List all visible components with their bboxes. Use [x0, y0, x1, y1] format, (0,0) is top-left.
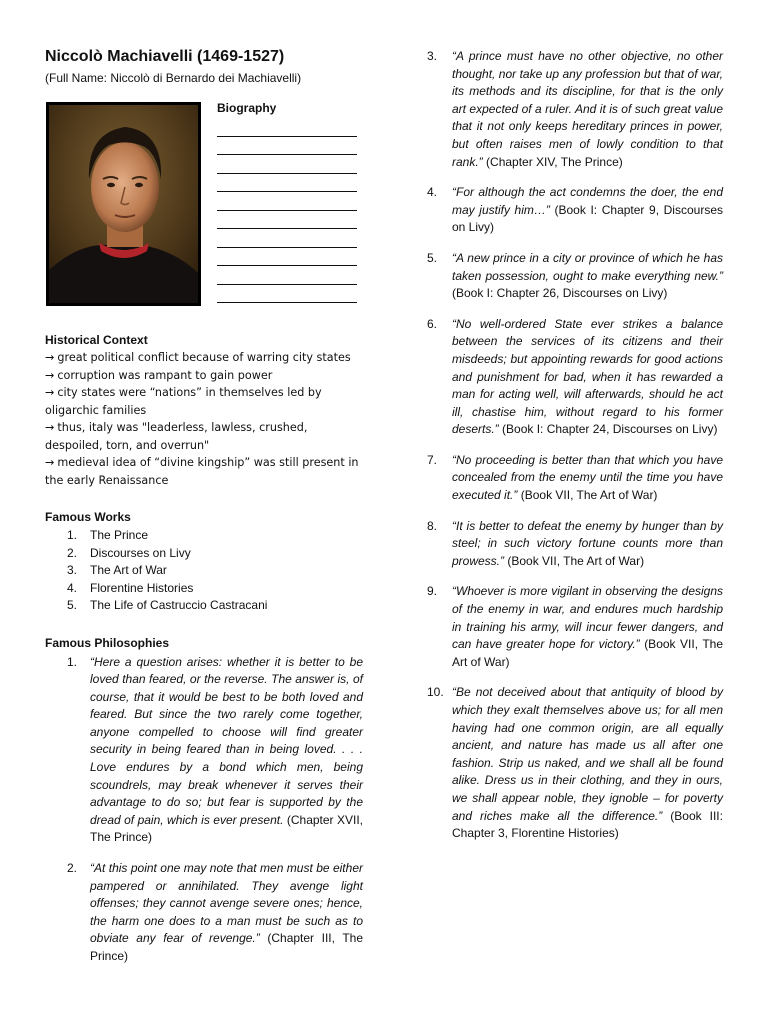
arrow-icon: →: [45, 351, 55, 364]
quote-text: “No proceeding is better than that which you have concealed from the enemy until the time you have executed it.”: [452, 452, 723, 503]
philosophies-list: [45, 654, 363, 966]
work-title: The Life of Castruccio Castracani: [90, 598, 268, 612]
historical-context-section: [45, 332, 363, 489]
left-column: [45, 46, 363, 979]
portrait-image: [46, 102, 201, 306]
biography-blank-line: [217, 118, 357, 137]
famous-works-heading: Famous Works: [45, 510, 131, 524]
quote-text: “A prince must have no other objective, no other thought, nor take up any profession but that of war, its methods and its discipline, for that is the only art expected of a ruler. And it is of such great value that it not only keeps hereditary princes in power, but often raises men of lowly condition to that rank.”: [452, 49, 723, 169]
work-title: Discourses on Livy: [90, 545, 191, 560]
quote-number: 9.: [427, 584, 438, 599]
quote-source: (Chapter XIV, The Prince): [486, 154, 623, 169]
biography-blank-line: [217, 285, 357, 304]
work-title: The Art of War: [90, 563, 167, 577]
biography-blank-line: [217, 174, 357, 193]
quote-item: [424, 518, 723, 571]
quote-source: (Book I: Chapter 26, Discourses on Livy): [452, 286, 668, 301]
quote-source: (Book I: Chapter 9, Discourses on Livy): [452, 202, 723, 235]
biography-blank-line: [217, 192, 357, 211]
list-number: 4.: [67, 580, 78, 595]
list-number: 5.: [67, 598, 78, 612]
quote-text: “A new prince in a city or province of which he has taken possession, ought to make everything new.”: [452, 250, 723, 283]
biography-blank-line: [217, 229, 357, 248]
context-point-text: corruption was rampant to gain power: [57, 368, 273, 382]
historical-context-heading: Historical Context: [45, 333, 148, 347]
context-point-text: great political conflict because of warring city states: [57, 351, 351, 364]
quote-source: (Book VII, The Art of War): [507, 553, 645, 568]
full-name-subtitle: (Full Name: Niccolò di Bernardo dei Machiavelli): [45, 71, 302, 85]
list-item: [45, 597, 363, 615]
famous-philosophies-heading: Famous Philosophies: [45, 635, 170, 650]
quote-number: 6.: [427, 316, 438, 331]
quote-text: “For although the act condemns the doer, the end may justify him…”: [452, 185, 723, 217]
quote-item: [424, 184, 723, 237]
biography-blank-line: [217, 137, 357, 156]
right-column: [424, 46, 723, 856]
quote-item: [424, 583, 723, 671]
context-point: [45, 367, 363, 385]
famous-philosophies-section: [45, 635, 363, 966]
quote-source: (Chapter XVII, The Prince): [90, 812, 363, 845]
context-point-text: city states were “nations” in themselves led by oligarchic families: [45, 386, 322, 417]
quote-item: [424, 684, 723, 842]
philosophies-list-continued: [424, 48, 723, 843]
list-number: 2.: [67, 545, 78, 560]
biography-blank-line: [217, 266, 357, 285]
portrait-painting: [49, 105, 198, 303]
context-point: [45, 454, 363, 489]
context-point: [45, 349, 363, 367]
context-point-text: thus, italy was "leaderless, lawless, crushed, despoiled, torn, and overrun": [45, 421, 308, 452]
quote-text: “No well-ordered State ever strikes a balance between the services of its citizens and their misdeeds; but appointing rewards for good actions and punishment for bad, when it has rewarded a man for acting well, will afterwards, should he act ill, chastise him, without regard to his former deserts.”: [452, 316, 723, 437]
list-item: [45, 545, 363, 563]
quote-source: (Book VII, The Art of War): [452, 637, 723, 669]
quote-text: “Whoever is more vigilant in observing the designs of the enemy in war, and endures much hardship in training his army, will incur fewer dangers, and can have greater hope for victory.”: [452, 584, 723, 652]
quote-source: (Book VII, The Art of War): [520, 488, 658, 503]
work-title: The Prince: [90, 528, 149, 542]
arrow-icon: →: [45, 386, 55, 399]
list-item: [45, 580, 363, 598]
work-title: Florentine Histories: [90, 580, 194, 595]
quote-item: [424, 316, 723, 439]
famous-works-section: [45, 509, 363, 615]
list-number: 3.: [67, 563, 78, 577]
page-title: Niccolò Machiavelli (1469-1527): [45, 48, 285, 65]
quote-item: [424, 452, 723, 505]
context-point: [45, 419, 363, 454]
quote-number: 3.: [427, 49, 438, 63]
list-number: 1.: [67, 528, 78, 542]
quote-source: (Book I: Chapter 24, Discourses on Livy): [502, 422, 718, 437]
quote-text: “Here a question arises: whether it is better to be loved than feared, or the reverse. The answer is, of course, that it would be best to be both loved and feared. But since the two rarely come together, anyone compelled to choose will find greater security in being feared than in being loved. . . . Love endures by a bond which men, being scoundrels, may break whenever it serves their advantage to do so; but fear is supported by the dread of pain, which is ever present.: [90, 654, 363, 827]
quote-text: “It is better to defeat the enemy by hunger than by steel; in such victory fortune counts more than prowess.”: [452, 518, 723, 568]
quote-text: “Be not deceived about that antiquity of blood by which they exalt themselves above us; for all men having had one common origin, are all equally ancient, and nature has made us all after one fashion. Strip us naked, and we shall all be found alike. Dress us in their clothing, and they in ours, we shall appear noble, they ignoble – for poverty and riches make all the difference.”: [452, 685, 723, 823]
biography-row: [45, 100, 363, 310]
biography-blank-line: [217, 155, 357, 174]
biography-blank-line: [217, 211, 357, 230]
quote-item: [424, 250, 723, 303]
quote-source: (Book III: Chapter 3, Florentine Histories): [452, 808, 723, 841]
arrow-icon: →: [45, 368, 55, 382]
biography-blank-line: [217, 248, 357, 267]
quote-item: [424, 48, 723, 171]
works-list: [45, 527, 363, 615]
quote-number: 5.: [427, 250, 438, 265]
list-item: [45, 562, 363, 580]
quote-number: 8.: [427, 518, 438, 533]
quote-number: 4.: [427, 185, 438, 200]
quote-text: “At this point one may note that men must be either pampered or annihilated. They avenge light offenses; they cannot avenge severe ones; hence, the harm one does to a man must be such as to obviate any fear of revenge.”: [90, 861, 363, 946]
quote-number: 10.: [427, 685, 444, 700]
arrow-icon: →: [45, 421, 55, 434]
biography-block: [217, 100, 357, 303]
biography-label: Biography: [217, 101, 277, 115]
quote-source: (Chapter III, The Prince): [90, 931, 364, 963]
context-point: [45, 384, 363, 419]
quote-number: 1.: [67, 654, 78, 669]
list-item: [45, 527, 363, 545]
quote-number: 7.: [427, 452, 438, 467]
quote-number: 2.: [67, 861, 78, 876]
quote-item: [45, 654, 363, 848]
context-point-text: medieval idea of “divine kingship” was still present in the early Renaissance: [45, 456, 359, 487]
quote-item: [45, 860, 363, 966]
arrow-icon: →: [45, 456, 55, 469]
